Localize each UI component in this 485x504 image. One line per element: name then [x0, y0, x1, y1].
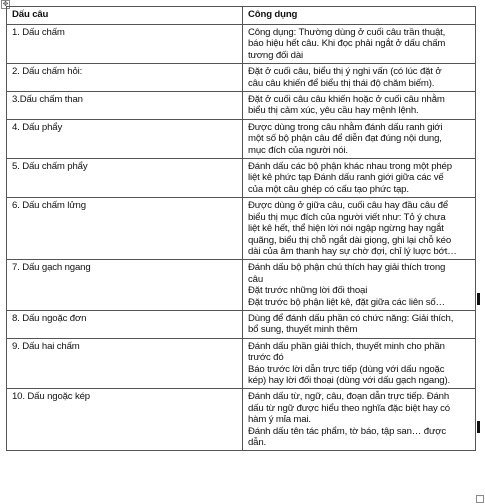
table-row	[7, 260, 476, 311]
header-mark[interactable]: Dấu câu	[7, 7, 243, 25]
punctuation-mark-cell[interactable]: 8. Dấu ngoặc đơn	[7, 310, 243, 338]
table-header-row	[7, 7, 476, 25]
punctuation-mark-cell[interactable]: 4. Dấu phẩy	[7, 119, 243, 158]
table-row	[7, 25, 476, 64]
punctuation-mark-cell[interactable]: 5. Dấu chấm phẩy	[7, 159, 243, 198]
punctuation-mark-cell[interactable]: 10. Dấu ngoặc kép	[7, 389, 243, 451]
usage-cell[interactable]: Được dùng ở giữa câu, cuối câu hay đầu câu để biểu thị mục đích của người viết như: Tỏ ý chưa liệt kê hết, thể hiện lời nói ngập ngừng hay ngắt quãng, biểu thị chỗ ngắt dài giọng, ghi lại chỗ kéo dài của âm thanh hay sự chờ đợi, chỉ lý luợc bớt…	[243, 198, 476, 260]
usage-cell[interactable]: Công dụng: Thường dùng ở cuối câu trần thuật, báo hiệu hết câu. Khi đọc phải ngắt ở dấu chấm tương đối dài	[243, 25, 476, 64]
header-usage[interactable]: Công dụng	[243, 7, 476, 25]
table-row	[7, 198, 476, 260]
usage-cell[interactable]: Đánh dấu các bộ phận khác nhau trong một phép liệt kê phức tạp Đánh dấu ranh giới giữa các vế của một câu ghép có cấu tạo phức tạp.	[243, 159, 476, 198]
table-row	[7, 310, 476, 338]
punctuation-mark-cell[interactable]: 6. Dấu chấm lửng	[7, 198, 243, 260]
table-row	[7, 64, 476, 92]
move-cross-icon: ✥	[2, 1, 9, 8]
usage-cell[interactable]: Đánh dấu phần giải thích, thuyết minh cho phần trước đó Báo trước lời dẫn trực tiếp (dùng với dấu ngoặc kép) hay lời đối thoại (dùng với dấu gạch ngang).	[243, 338, 476, 389]
punctuation-mark-cell[interactable]: 9. Dấu hai chấm	[7, 338, 243, 389]
usage-cell[interactable]: Đặt ở cuối câu câu khiến hoặc ở cuối câu nhằm biểu thị cảm xúc, yêu cầu hay mệnh lệnh.	[243, 92, 476, 120]
table-row	[7, 92, 476, 120]
punctuation-mark-cell[interactable]: 3.Dấu chấm than	[7, 92, 243, 120]
resize-square-icon[interactable]	[476, 495, 484, 503]
usage-cell[interactable]: Đặt ở cuối câu, biểu thị ý nghi vấn (có lúc đặt ở câu câu khiến để biểu thị thái độ chăm biếm).	[243, 64, 476, 92]
punctuation-mark-cell[interactable]: 2. Dấu chấm hỏi:	[7, 64, 243, 92]
table-row	[7, 119, 476, 158]
punctuation-mark-cell[interactable]: 1. Dấu chấm	[7, 25, 243, 64]
punctuation-table	[6, 6, 476, 451]
usage-cell[interactable]: Đánh dấu từ, ngữ, câu, đoạn dẫn trực tiếp. Đánh dấu từ ngữ được hiểu theo nghĩa đặc biệt hay có hàm ý mỉa mai. Đánh dấu tên tác phẩm, tờ báo, tập san… được dẫn.	[243, 389, 476, 451]
usage-cell[interactable]: Đánh dấu bộ phận chú thích hay giải thích trong câu Đặt trước những lời đối thoại Đặt trước bộ phận liệt kê, đặt giữa các liên số…	[243, 260, 476, 311]
table-row	[7, 389, 476, 451]
usage-cell[interactable]: Dùng để đánh dấu phần có chức năng: Giải thích, bổ sung, thuyết minh thêm	[243, 310, 476, 338]
table-row	[7, 159, 476, 198]
table-row	[7, 338, 476, 389]
row-end-marker	[477, 293, 480, 305]
punctuation-mark-cell[interactable]: 7. Dấu gạch ngang	[7, 260, 243, 311]
usage-cell[interactable]: Được dùng trong câu nhằm đánh dấu ranh giới một số bộ phận câu để diễn đạt đúng nội dung, mục đích của người nói.	[243, 119, 476, 158]
row-end-marker	[477, 421, 480, 433]
